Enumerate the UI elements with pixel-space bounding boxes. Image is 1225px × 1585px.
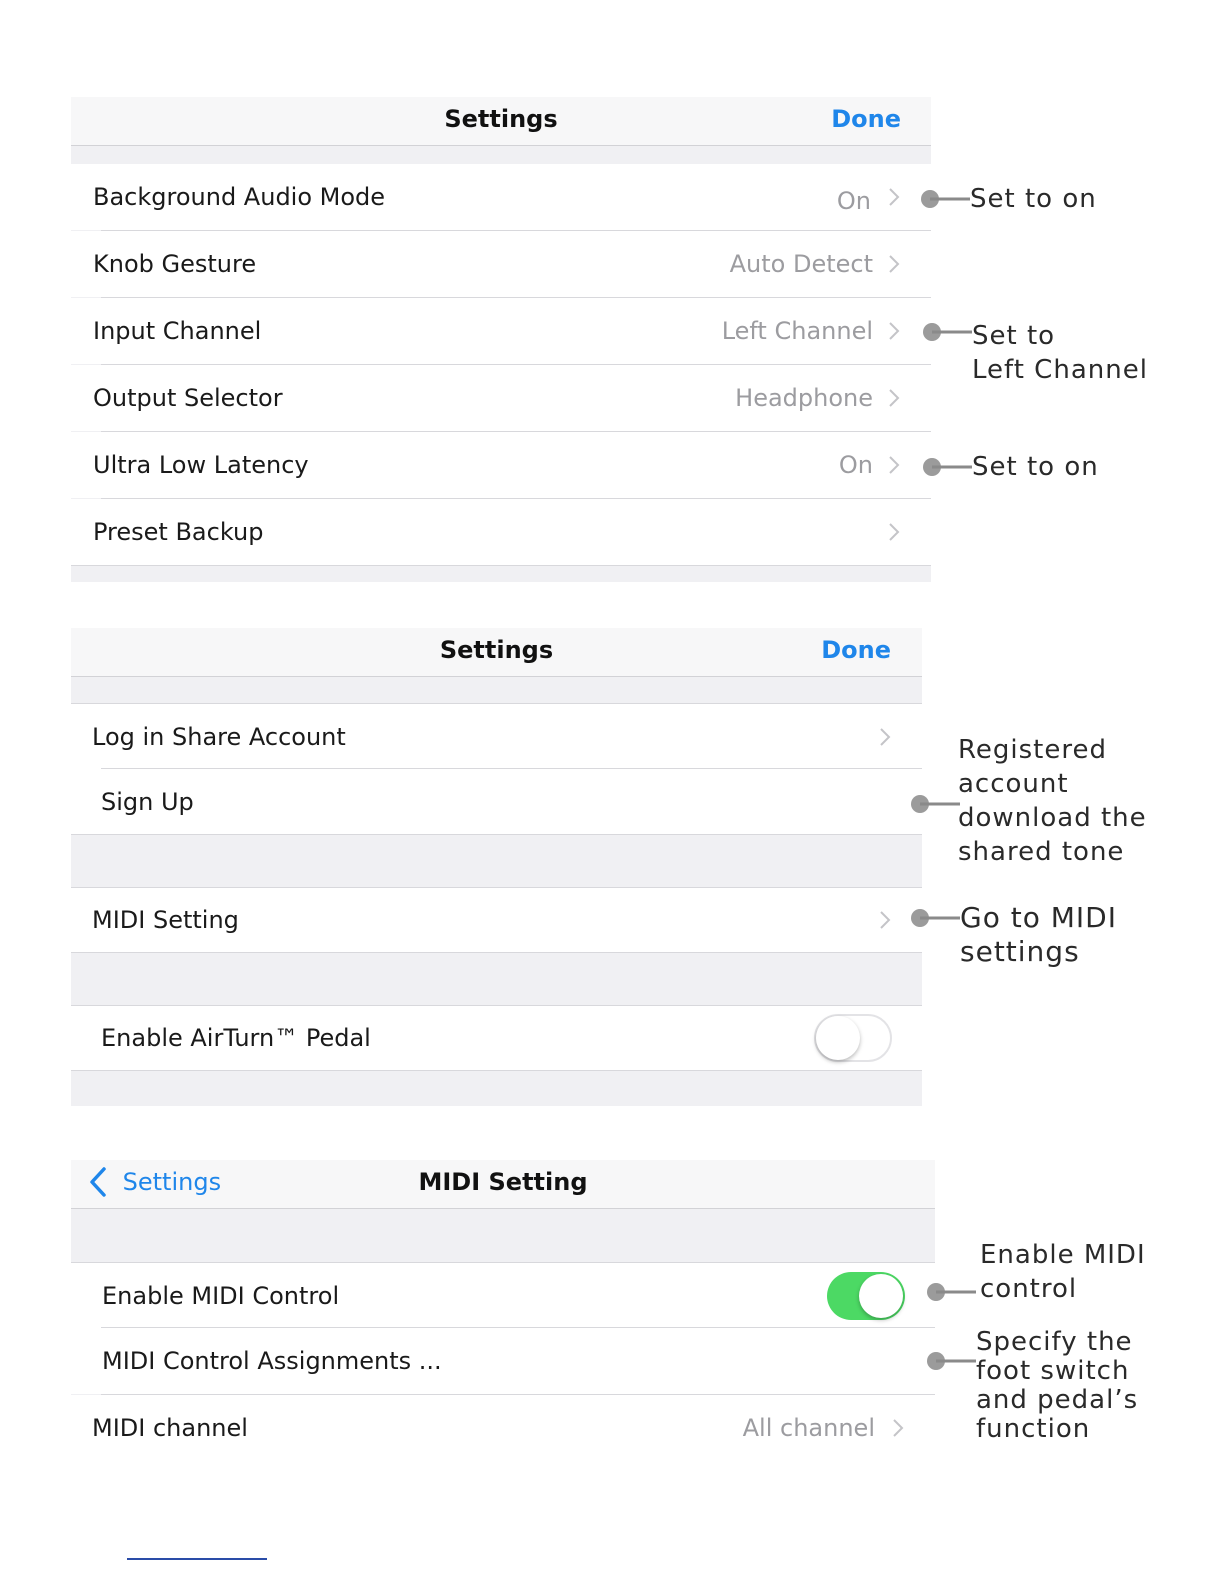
annotation-line: and pedal’s [976,1385,1139,1415]
settings-row-enable-midi [71,1262,935,1328]
row-label: Background Audio Mode [93,183,386,211]
nav-bar [71,628,922,677]
annotation-text [972,450,1099,484]
annotation-line: Set to on [972,452,1099,482]
annotation-pointer [924,1351,978,1371]
row-label: Log in Share Account [92,722,346,751]
row-label: MIDI Setting [92,906,239,934]
settings-row-input-channel[interactable] [71,298,931,364]
toggle-knob [816,1016,860,1060]
airturn-toggle[interactable] [814,1014,892,1062]
chevron-right-icon [887,253,901,275]
settings-row-knob-gesture[interactable] [71,231,931,297]
settings-row-midi-assignments[interactable] [71,1328,935,1394]
annotation-pointer [920,322,974,342]
row-label: Preset Backup [93,518,264,546]
settings-row-output-selector[interactable] [71,365,931,431]
annotation-text [960,901,1117,969]
midi-control-toggle[interactable] [827,1272,905,1320]
nav-bar [71,1160,935,1209]
nav-title: Settings [439,636,554,664]
done-button[interactable]: Done [821,636,891,664]
row-value: All channel [742,1414,875,1440]
row-value: Left Channel [721,317,873,345]
midi-setting-panel [71,1160,935,1440]
annotation-line: function [976,1414,1091,1444]
row-label: Ultra Low Latency [93,451,309,479]
annotation-line: Enable MIDI [980,1240,1146,1270]
nav-title: Settings [444,105,558,133]
settings-row-airturn [71,1005,922,1071]
annotation-text [980,1238,1146,1306]
annotation-line: download the [958,803,1147,833]
annotation-text [958,733,1147,869]
toggle-knob [859,1274,903,1318]
annotation-pointer [908,794,962,814]
row-label: MIDI Control Assignments ... [102,1347,442,1375]
row-value: On [838,451,873,479]
row-label: Enable AirTurn™ Pedal [101,1024,371,1052]
row-value: Headphone [735,384,873,412]
annotation-line: Registered [958,735,1107,765]
annotation-line: foot switch [976,1356,1130,1386]
divider [71,565,931,566]
chevron-right-icon [891,1417,905,1439]
row-label: Output Selector [93,384,283,412]
row-label: Knob Gesture [93,250,257,278]
row-label: Enable MIDI Control [102,1281,340,1310]
annotation-line: shared tone [958,837,1125,867]
footer-rule [127,1558,267,1560]
row-label: MIDI channel [92,1414,248,1440]
row-label: Sign Up [101,787,194,816]
annotation-text [970,182,1097,216]
chevron-right-icon [887,387,901,409]
done-button[interactable]: Done [831,105,901,133]
settings-row-midi-channel[interactable] [71,1395,935,1440]
annotation-text [976,1328,1138,1444]
annotation-line: Set to on [970,184,1097,214]
annotation-line: control [980,1274,1078,1304]
settings-row-preset-backup[interactable] [71,499,931,565]
annotation-line: Specify the [976,1327,1133,1357]
annotation-pointer [920,457,974,477]
chevron-right-icon [887,186,901,208]
annotation-line: settings [960,935,1080,968]
annotation-line: Set to [972,321,1056,351]
nav-bar [71,97,931,146]
chevron-right-icon [887,454,901,476]
row-label: Input Channel [93,317,262,345]
settings-panel-2 [71,628,922,1106]
annotation-pointer [918,189,972,209]
settings-row-ultra-low-latency[interactable] [71,432,931,498]
nav-title: MIDI Setting [418,1168,588,1196]
annotation-line: Go to MIDI [960,901,1117,934]
settings-row-login-share[interactable] [71,703,922,769]
annotation-pointer [908,908,962,928]
chevron-right-icon [887,521,901,543]
row-value: On [836,187,871,215]
chevron-right-icon [878,726,892,748]
chevron-right-icon [878,909,892,931]
back-label: Settings [122,1168,222,1196]
settings-row-background-audio[interactable] [71,164,931,230]
row-value: Auto Detect [729,250,873,278]
chevron-right-icon [887,320,901,342]
annotation-line: Left Channel [972,355,1148,385]
annotation-pointer [924,1282,978,1302]
settings-panel-1 [71,97,931,582]
settings-row-sign-up[interactable] [71,769,922,835]
annotation-line: account [958,769,1069,799]
annotation-text [972,319,1148,387]
settings-row-midi-setting[interactable] [71,887,922,953]
